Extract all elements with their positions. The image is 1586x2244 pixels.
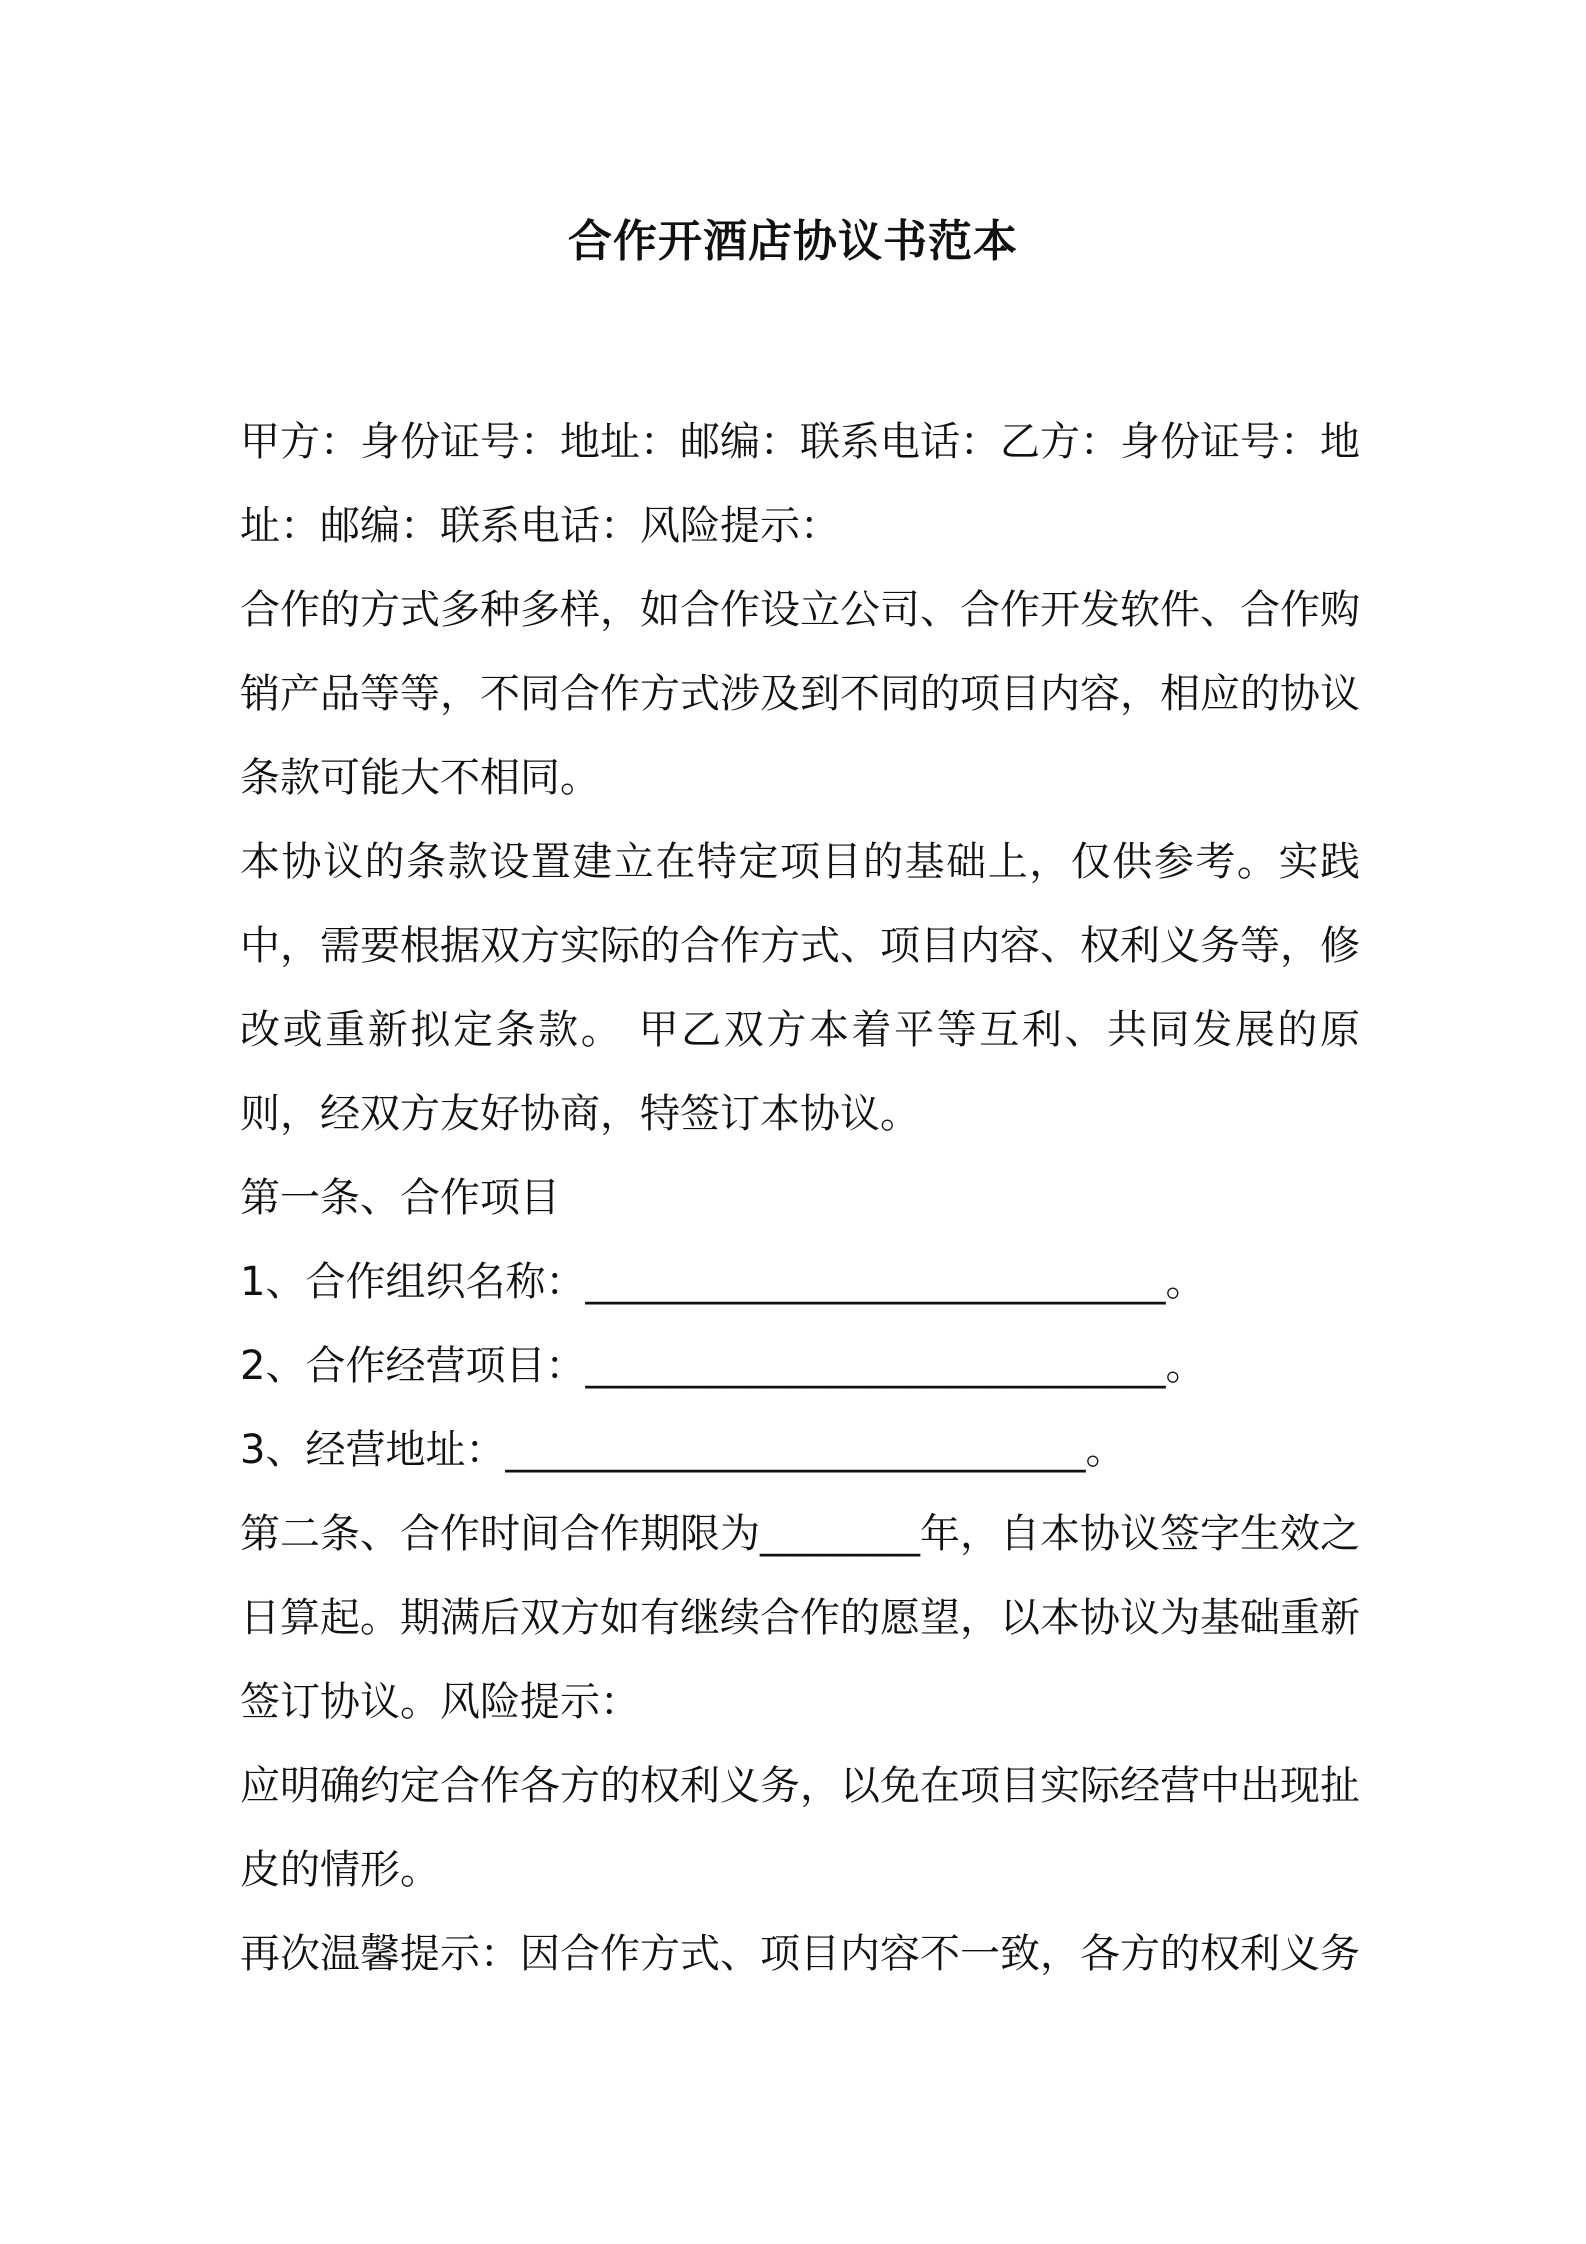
reference-note-paragraph: 本协议的条款设置建立在特定项目的基础上，仅供参考。实践中，需要根据双方实际的合作方式、项目内容、权利义务等，修改或重新拟定条款。 甲乙双方本着平等互利、共同发展的原则，经双方友好协商，特签订本协议。	[240, 839, 1360, 1137]
document-title: 合作开酒店协议书范本	[568, 216, 1018, 267]
business-address-line: 3、经营地址：_____________________________。	[240, 1427, 1126, 1473]
business-project-line: 2、合作经营项目：_____________________________。	[240, 1343, 1206, 1389]
organization-name-line: 1、合作组织名称：_____________________________。	[240, 1259, 1206, 1305]
rights-obligations-paragraph: 应明确约定合作各方的权利义务，以免在项目实际经营中出现扯皮的情形。	[240, 1763, 1360, 1893]
document-body	[240, 400, 1360, 1996]
cooperation-methods-paragraph: 合作的方式多种多样，如合作设立公司、合作开发软件、合作购销产品等等，不同合作方式涉及到不同的项目内容，相应的协议条款可能大不相同。	[240, 587, 1360, 801]
article-two-paragraph: 第二条、合作时间合作期限为________年，自本协议签字生效之日算起。期满后双方如有继续合作的愿望，以本协议为基础重新签订协议。风险提示：	[240, 1511, 1360, 1725]
party-info-paragraph: 甲方：身份证号：地址：邮编：联系电话：乙方：身份证号：地址：邮编：联系电话：风险提示：	[240, 419, 1360, 549]
article-one-heading: 第一条、合作项目	[240, 1175, 560, 1221]
reminder-paragraph: 再次温馨提示：因合作方式、项目内容不一致，各方的权利义务	[240, 1931, 1360, 1977]
